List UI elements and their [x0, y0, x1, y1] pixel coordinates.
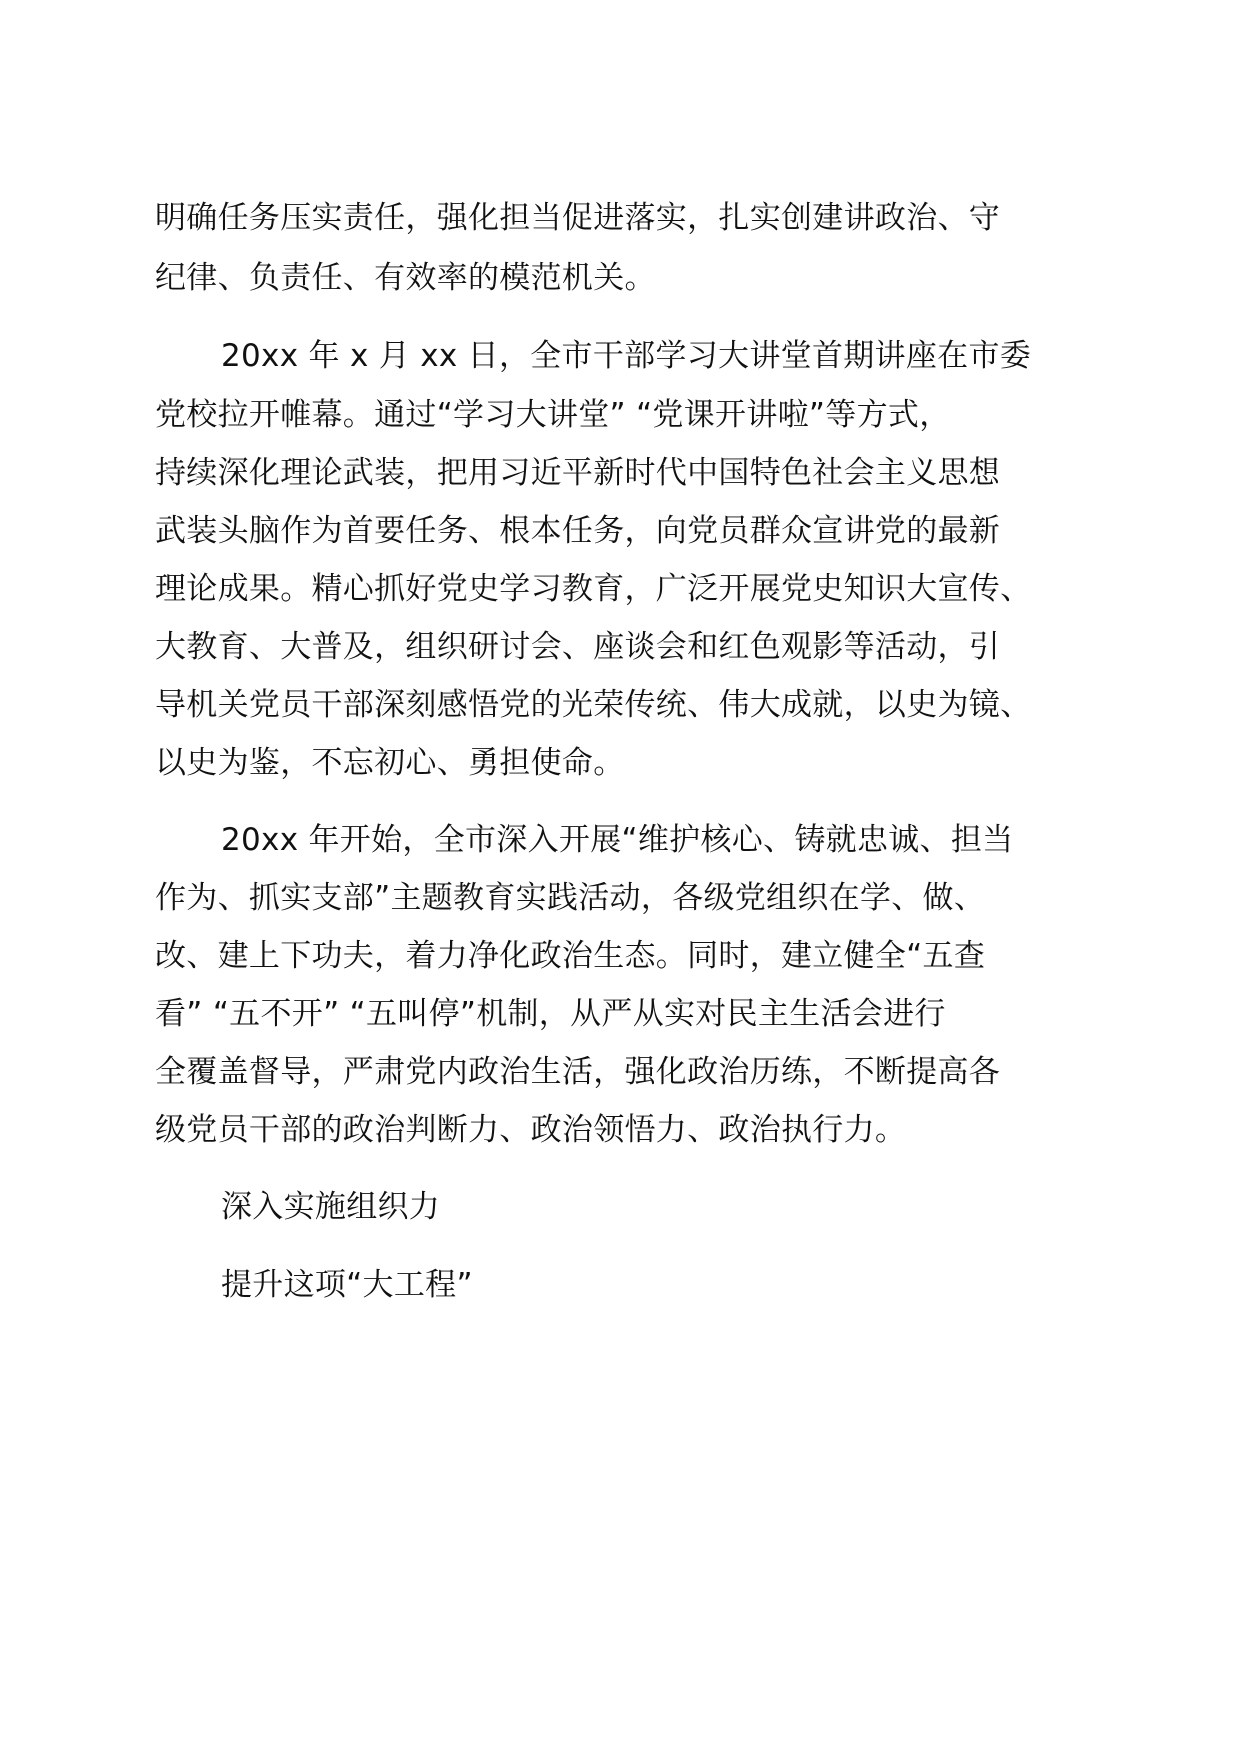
text-line: 导机关党员干部深刻感悟党的光荣传统、伟大成就，以史为镜、 — [155, 687, 1032, 723]
text-line: 改、建上下功夫，着力净化政治生态。同时，建立健全“五查 — [155, 938, 986, 974]
text-line: 20xx 年开始，全市深入开展“维护核心、铸就忠诚、担当 — [221, 822, 1014, 858]
text-line: 纪律、负责任、有效率的模范机关。 — [155, 260, 656, 296]
heading-line: 深入实施组织力 — [221, 1189, 441, 1225]
heading-line: 提升这项“大工程” — [221, 1267, 473, 1303]
text-line: 作为、抓实支部”主题教育实践活动，各级党组织在学、做、 — [155, 880, 986, 916]
text-line: 看” “五不开” “五叫停”机制，从严从实对民主生活会进行 — [155, 996, 946, 1032]
text-line: 武装头脑作为首要任务、根本任务，向党员群众宣讲党的最新 — [155, 513, 1001, 549]
text-line: 明确任务压实责任，强化担当促进落实，扎实创建讲政治、守 — [155, 200, 1001, 236]
text-line: 级党员干部的政治判断力、政治领悟力、政治执行力。 — [155, 1112, 907, 1148]
text-line: 理论成果。精心抓好党史学习教育，广泛开展党史知识大宣传、 — [155, 571, 1032, 607]
text-line: 20xx 年 x 月 xx 日，全市干部学习大讲堂首期讲座在市委 — [221, 338, 1032, 374]
text-line: 大教育、大普及，组织研讨会、座谈会和红色观影等活动，引 — [155, 629, 1001, 665]
text-line: 全覆盖督导，严肃党内政治生活，强化政治历练，不断提高各 — [155, 1054, 1001, 1090]
text-line: 党校拉开帷幕。通过“学习大讲堂” “党课开讲啦”等方式， — [155, 397, 951, 433]
text-line: 以史为鉴，不忘初心、勇担使命。 — [155, 745, 625, 781]
text-line: 持续深化理论武装，把用习近平新时代中国特色社会主义思想 — [155, 455, 1001, 491]
